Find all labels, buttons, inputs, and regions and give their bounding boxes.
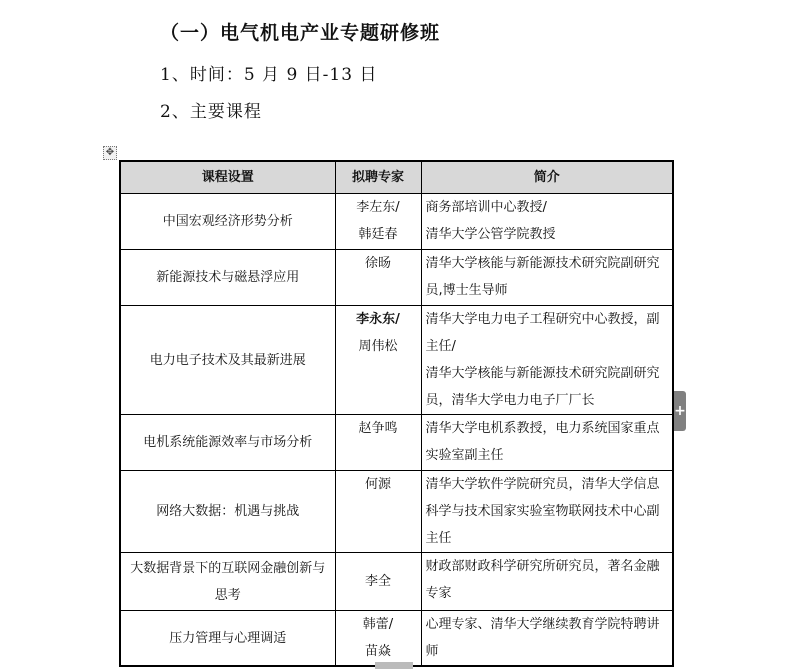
section-heading: （一）电气机电产业专题研修班: [160, 22, 441, 44]
intro-text: 清华大学电机系教授，电力系统国家重点实验室副主任: [425, 421, 660, 463]
expert-name: 何源: [364, 477, 391, 492]
intro-text: 清华大学核能与新能源技术研究院副研究员,博士生导师: [425, 256, 660, 298]
courses-line: 2、主要课程: [160, 102, 262, 122]
col-header-expert: 拟聘专家: [335, 161, 421, 194]
course-cell: 中国宏观经济形势分析: [120, 194, 335, 250]
expert-cell: [335, 306, 421, 415]
col-header-course: 课程设置: [120, 161, 335, 194]
intro-text: 清华大学电力电子工程研究中心教授，副主任/: [425, 312, 660, 354]
resize-handle[interactable]: [375, 662, 413, 669]
move-cross-icon[interactable]: ✥: [103, 146, 117, 160]
time-line: 1、时间：5 月 9 日-13 日: [160, 65, 378, 85]
expert-name: 李全: [364, 574, 391, 589]
expert-name: 韩廷春: [358, 227, 398, 242]
expert-name: 赵争鸣: [358, 421, 398, 436]
intro-cell: [421, 471, 673, 553]
intro-text: 心理专家、清华大学继续教育学院特聘讲师: [425, 617, 660, 659]
intro-cell: [421, 250, 673, 306]
expert-cell: [335, 553, 421, 611]
course-table: [119, 160, 674, 667]
expert-name: 韩蕾/: [362, 617, 394, 632]
expert-cell: [335, 250, 421, 306]
table-row: [120, 250, 673, 306]
plus-icon[interactable]: +: [674, 391, 686, 431]
course-cell: 大数据背景下的互联网金融创新与思考: [120, 553, 335, 611]
intro-cell: [421, 306, 673, 415]
expert-name: 李左东/: [356, 200, 400, 215]
intro-cell: [421, 415, 673, 471]
expert-cell: [335, 194, 421, 250]
expert-name: 李永东/: [356, 312, 400, 327]
table-row: [120, 553, 673, 611]
intro-text: 清华大学核能与新能源技术研究院副研究员，清华大学电力电子厂厂长: [425, 366, 660, 408]
expert-cell: [335, 611, 421, 667]
course-cell: 压力管理与心理调适: [120, 611, 335, 667]
expert-cell: [335, 415, 421, 471]
table-row: [120, 194, 673, 250]
table-row: [120, 611, 673, 667]
intro-cell: [421, 611, 673, 667]
col-header-intro: 简介: [421, 161, 673, 194]
expert-name: 徐旸: [364, 256, 391, 271]
table-row: [120, 415, 673, 471]
intro-text: 清华大学软件学院研究员，清华大学信息科学与技术国家实验室物联网技术中心副主任: [425, 477, 660, 546]
intro-text: 清华大学公管学院教授: [425, 227, 556, 242]
expert-name: 周伟松: [358, 339, 398, 354]
table-header-row: [120, 161, 673, 194]
intro-cell: [421, 553, 673, 611]
intro-text: 商务部培训中心教授/: [425, 200, 547, 215]
course-cell: 网络大数据：机遇与挑战: [120, 471, 335, 553]
intro-cell: [421, 194, 673, 250]
expert-cell: [335, 471, 421, 553]
course-cell: 电力电子技术及其最新进展: [120, 306, 335, 415]
expert-name: 苗焱: [364, 644, 391, 659]
course-cell: 电机系统能源效率与市场分析: [120, 415, 335, 471]
intro-text: 财政部财政科学研究所研究员，著名金融专家: [425, 559, 660, 601]
table-row: [120, 471, 673, 553]
course-cell: 新能源技术与磁悬浮应用: [120, 250, 335, 306]
table-row: [120, 306, 673, 415]
